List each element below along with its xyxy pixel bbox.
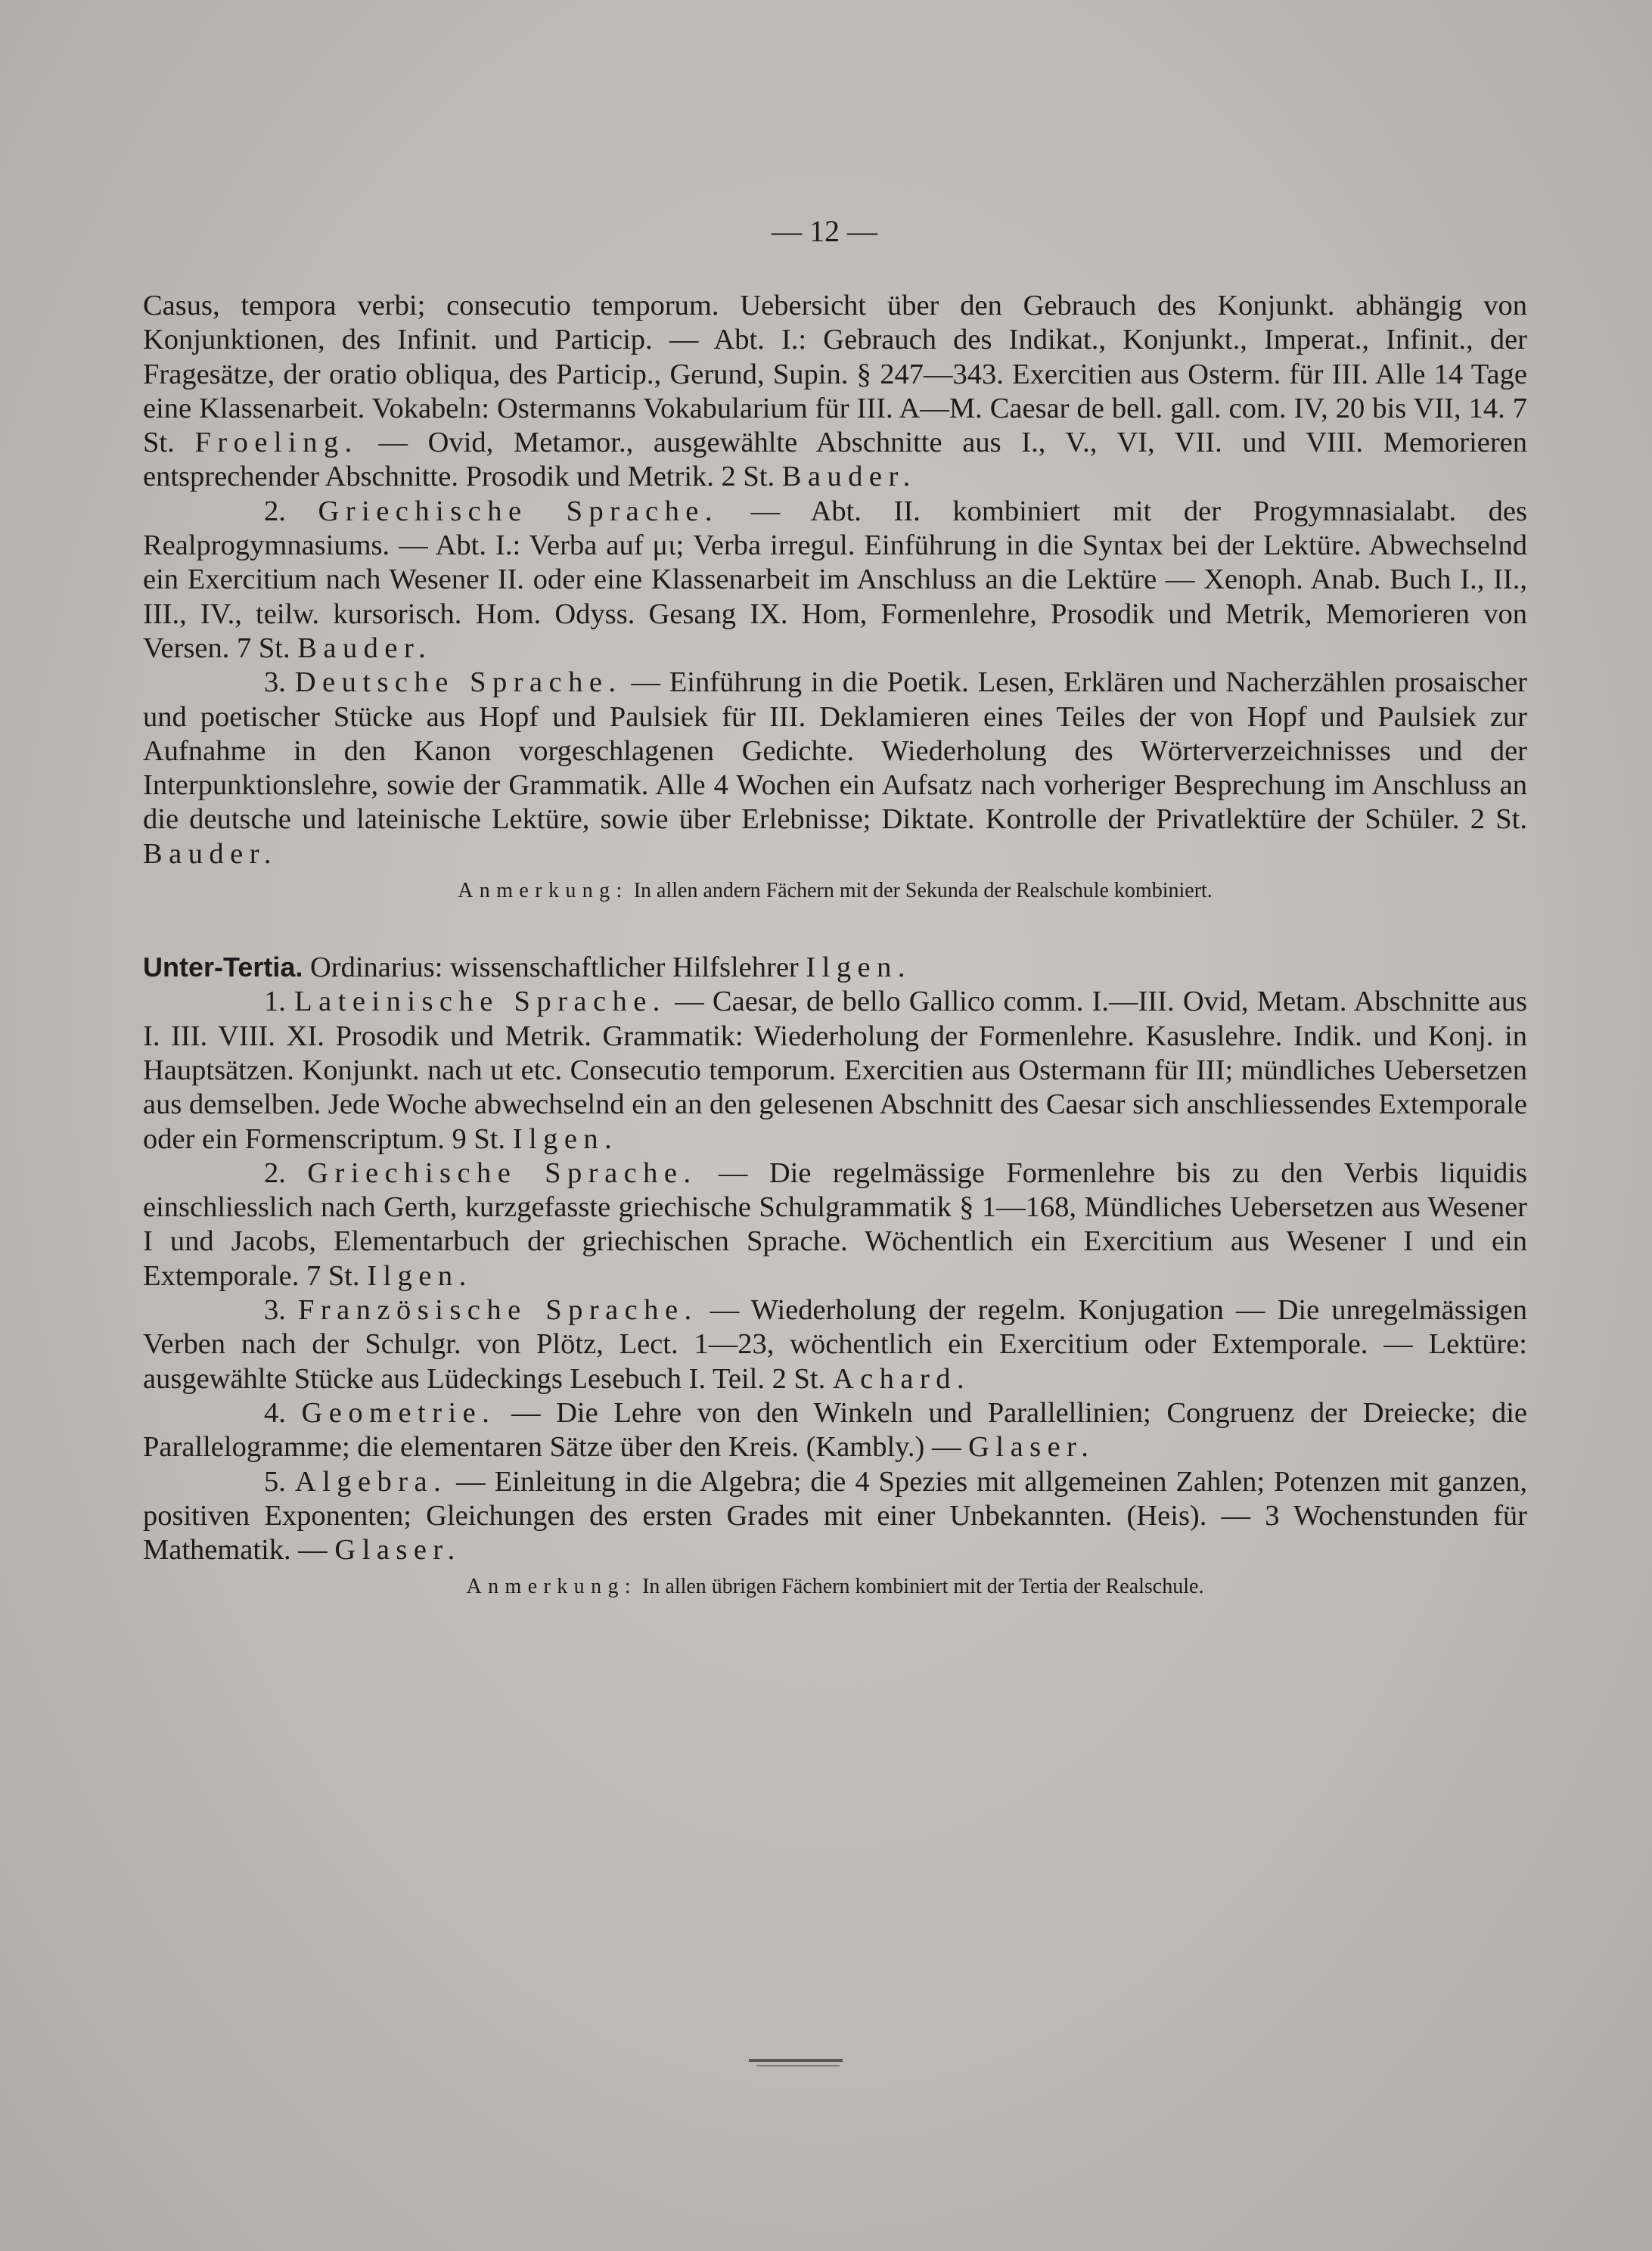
subject-french: Französische Sprache. xyxy=(298,1294,698,1327)
item-number: 1. xyxy=(264,986,295,1018)
ordinarius-text: Ordinarius: wissenschaftlicher Hilfslehrer xyxy=(303,952,806,984)
annotation-label-2: Anmerkung: xyxy=(466,1575,638,1599)
latin-paragraph xyxy=(143,985,1527,1156)
teacher-ilgen-head: Ilgen. xyxy=(806,952,911,984)
teacher-glaser-2: Glaser. xyxy=(334,1534,461,1566)
greek-paragraph-1 xyxy=(143,495,1527,666)
french-paragraph xyxy=(143,1293,1527,1396)
section-title: Unter-Tertia. xyxy=(143,952,303,983)
item-number: 4. xyxy=(264,1396,302,1429)
end-rule xyxy=(749,2059,843,2062)
teacher-froeling: Froeling. xyxy=(194,427,359,459)
section-heading-unter-tertia xyxy=(143,950,1527,985)
teacher-ilgen-2: Ilgen. xyxy=(367,1259,473,1292)
greek-text: — Abt. II. kombiniert mit der Progymnasialabt. des Realprogymnasiums. — Abt. I.: Verba auf μι; Verba irregul. Einführung in die Syntax bei der Lektüre. Abwechselnd ein Exercitium nach Wesener II. oder eine Klassenarbeit im Anschluss an die Lektüre — Xenoph. Anab. Buch I., II., III., IV., teilw. kursorisch. Hom. Odyss. Gesang IX. Hom, Formenlehre, Prosodik und Metrik, Memorieren von Versen. 7 St. xyxy=(143,495,1527,664)
subject-greek-2: Griechische Sprache. xyxy=(307,1157,697,1189)
latin-text: — Caesar, de bello Gallico comm. I.—III. Ovid, Metam. Abschnitte aus I. III. VIII. XI. Prosodik und Metrik. Grammatik: Wiederholung der Formenlehre. Kasuslehre. Indik. und Konj. in Hauptsätzen. Konjunkt. nach ut etc. Consecutio temporum. Exercitien aus Ostermann für III; mündliches Uebersetzen aus demselben. Jede Woche abwechselnd ein an den gelesenen Abschnitt des Caesar sich anschliessendes Extemporale oder ein Formenscriptum. 9 St. xyxy=(143,986,1527,1155)
annotation-text: In allen andern Fächern mit der Sekunda der Realschule kombiniert. xyxy=(628,879,1213,903)
teacher-bauder-3: Bauder. xyxy=(143,837,278,870)
latin-text-1: Casus, tempora verbi; consecutio temporum. Uebersicht über den Gebrauch des Konjunkt. abhängig von Konjunktionen, des Infinit. und Particip. — Abt. I.: Gebrauch des Indikat., Konjunkt., Imperat., Infinit., der Fragesätze, der oratio obliqua, des Particip., Gerund, Supin. § 247—343. Exercitien aus Osterm. für III. Alle 14 Tage eine Klassenarbeit. Vokabeln: Ostermanns Vokabularium für III. A—M. Caesar de bell. gall. com. IV, 20 bis VII, 14. 7 St. xyxy=(143,290,1527,459)
teacher-achard: Achard. xyxy=(832,1362,971,1395)
teacher-bauder-1: Bauder. xyxy=(781,461,917,493)
annotation-label: Anmerkung: xyxy=(458,879,629,903)
end-rule-thin xyxy=(756,2065,840,2066)
geometry-paragraph xyxy=(143,1396,1527,1465)
annotation-text-2: In allen übrigen Fächern kombiniert mit der Tertia der Realschule. xyxy=(637,1575,1204,1599)
subject-latin: Lateinische Sprache. xyxy=(294,986,666,1018)
subject-geometry: Geometrie. xyxy=(301,1396,496,1429)
annotation-2 xyxy=(143,1572,1527,1602)
item-number: 2. xyxy=(264,1157,308,1189)
page-number: — 12 — xyxy=(772,214,877,248)
subject-greek: Griechische Sprache. xyxy=(318,495,719,527)
german-paragraph xyxy=(143,666,1527,871)
subject-algebra: Algebra. xyxy=(294,1465,448,1498)
algebra-paragraph xyxy=(143,1465,1527,1568)
latin-paragraph-continued xyxy=(143,289,1527,495)
algebra-text: — Einleitung in die Algebra; die 4 Spezies mit allgemeinen Zahlen; Potenzen mit ganzen, positiven Exponenten; Gleichungen des ersten Grades mit einer Unbekannten. (Heis). — 3 Wochenstunden für Mathematik. — xyxy=(143,1465,1528,1566)
latin-text-2: — Ovid, Metamor., ausgewählte Abschnitte aus I., V., VI, VII. und VIII. Memorieren entsprechender Abschnitte. Prosodik und Metrik. 2 St. xyxy=(143,427,1528,493)
subject-german: Deutsche Sprache. xyxy=(294,666,623,699)
german-text: — Einführung in die Poetik. Lesen, Erklären und Nacherzählen prosaischer und poetischer Stücke aus Hopf und Paulsiek für III. Deklamieren eines Teiles der von Hopf und Paulsiek zur Aufnahme in den Kanon vorgeschlagenen Gedichte. Wiederholung des Wörterverzeichnisses und der Interpunktionslehre, sowie der Grammatik. Alle 4 Wochen ein Aufsatz nach vorheriger Besprechung im Anschluss an die deutsche und lateinische Lektüre, sowie über Erlebnisse; Diktate. Kontrolle der Privatlektüre der Schüler. 2 St. xyxy=(143,666,1528,836)
teacher-glaser-1: Glaser. xyxy=(968,1431,1095,1464)
geometry-text: — Die Lehre von den Winkeln und Parallellinien; Congruenz der Dreiecke; die Parallelogramme; die elementaren Sätze über den Kreis. (Kambly.) — xyxy=(143,1396,1527,1464)
teacher-ilgen-1: Ilgen. xyxy=(512,1122,619,1155)
french-text: — Wiederholung der regelm. Konjugation — Die unregelmässigen Verben nach der Schulgr. von Plötz, Lect. 1—23, wöchentlich ein Exercitium oder Extemporale. — Lektüre: ausgewählte Stücke aus Lüdeckings Lesebuch I. Teil. 2 St. xyxy=(143,1294,1527,1395)
item-number: 3. xyxy=(264,666,295,699)
annotation-1 xyxy=(143,876,1527,906)
page-content xyxy=(143,289,1527,1602)
greek-text-2: — Die regelmässige Formenlehre bis zu den Verbis liquidis einschliesslich nach Gerth, kurzgefasste griechische Schulgrammatik § 1—168, Mündliches Uebersetzen aus Wesener I und Jacobs, Elementarbuch der griechischen Sprache. Wöchentlich ein Exercitium aus Wesener I und ein Extemporale. 7 St. xyxy=(143,1157,1527,1292)
item-number: 2. xyxy=(264,495,318,527)
greek-paragraph-2 xyxy=(143,1157,1527,1293)
item-number: 3. xyxy=(264,1294,298,1327)
item-number: 5. xyxy=(264,1465,295,1498)
teacher-bauder-2: Bauder. xyxy=(297,632,433,664)
